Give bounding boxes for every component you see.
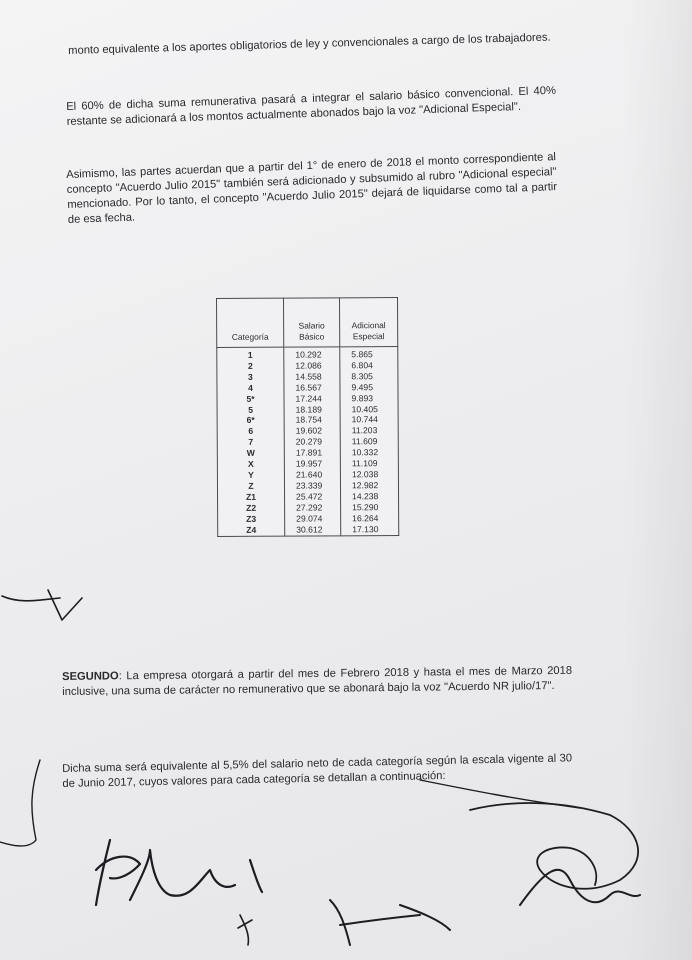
signature-three bbox=[330, 900, 450, 945]
cell-salario: 10.292 bbox=[284, 347, 340, 361]
cell-adicional: 16.264 bbox=[341, 513, 399, 524]
signature-one bbox=[96, 840, 262, 905]
cell-adicional: 11.203 bbox=[340, 425, 398, 436]
header-salario-basico: Salario Básico bbox=[284, 298, 340, 347]
segundo-label: SEGUNDO bbox=[62, 670, 119, 683]
cell-salario: 17.891 bbox=[284, 448, 340, 459]
paragraph-segundo bbox=[62, 664, 572, 700]
cell-categoria: Z4 bbox=[218, 524, 285, 537]
cell-salario: 17.244 bbox=[284, 393, 340, 404]
cell-adicional: 15.290 bbox=[341, 502, 399, 513]
cell-categoria: Z3 bbox=[218, 513, 285, 524]
cell-categoria: 2 bbox=[217, 361, 284, 372]
paragraph-aportes: monto equivalente a los aportes obligatorios de ley y convencionales a cargo de los trabajadores. bbox=[68, 31, 551, 57]
cell-salario: 12.086 bbox=[284, 360, 340, 371]
cell-adicional: 11.109 bbox=[340, 458, 398, 469]
cell-categoria: Z2 bbox=[218, 502, 285, 513]
cell-categoria: 6* bbox=[217, 415, 284, 426]
table-row bbox=[217, 469, 398, 481]
table-row bbox=[218, 491, 399, 503]
cell-categoria: 5 bbox=[217, 404, 284, 415]
table-row bbox=[217, 480, 398, 492]
table-row bbox=[217, 382, 398, 394]
signature-two bbox=[238, 915, 252, 945]
salary-table-wrapper bbox=[216, 297, 399, 537]
cell-categoria: 6 bbox=[217, 426, 284, 437]
cell-categoria: 4 bbox=[217, 382, 284, 393]
cell-adicional: 17.130 bbox=[341, 524, 399, 537]
cell-adicional: 9.893 bbox=[340, 393, 398, 404]
paragraph-sixty-percent: El 60% de dicha suma remunerativa pasará a integrar el salario básico convencional. El 40% restante se adicionará a los montos actualmente abonados bajo la voz "Adicional Especial". bbox=[66, 84, 557, 128]
cell-categoria: Y bbox=[217, 470, 284, 481]
cell-adicional: 11.609 bbox=[340, 436, 398, 447]
cell-salario: 27.292 bbox=[285, 502, 341, 513]
cell-salario: 30.612 bbox=[285, 524, 341, 537]
cell-salario: 19.957 bbox=[284, 458, 340, 469]
cell-categoria: X bbox=[217, 459, 284, 470]
segundo-text: : La empresa otorgará a partir del mes de Febrero 2018 y hasta el mes de Marzo 2018 inclusive, una suma de carácter no remunerativo que se abonará bajo la voz "Acuerdo NR julio/17". bbox=[62, 664, 573, 698]
cell-adicional: 12.038 bbox=[340, 469, 398, 480]
cell-categoria: 5* bbox=[217, 393, 284, 404]
cell-salario: 14.558 bbox=[284, 371, 340, 382]
signature-four bbox=[470, 803, 638, 889]
table-row bbox=[218, 524, 399, 537]
cell-salario: 25.472 bbox=[285, 491, 341, 502]
cell-categoria: 3 bbox=[217, 371, 284, 382]
table-header-row bbox=[217, 298, 398, 348]
left-margin-mark bbox=[2, 590, 82, 620]
cell-salario: 21.640 bbox=[284, 469, 340, 480]
cell-categoria: 1 bbox=[217, 347, 284, 361]
header-categoria: Categoría bbox=[217, 298, 284, 347]
salary-table bbox=[216, 297, 399, 537]
cell-salario: 19.602 bbox=[284, 426, 340, 437]
cell-salario: 18.754 bbox=[284, 415, 340, 426]
table-row bbox=[218, 513, 399, 525]
table-row bbox=[218, 502, 399, 514]
cell-salario: 23.339 bbox=[284, 480, 340, 491]
cell-categoria: W bbox=[217, 448, 284, 459]
cell-adicional: 10.405 bbox=[340, 404, 398, 415]
signature-long-stroke bbox=[420, 780, 580, 808]
paragraph-asimismo: Asimismo, las partes acuerdan que a partir del 1° de enero de 2018 el monto correspondiente al concepto "Acuerdo Julio 2015" también será adicionado y subsumido al rubro "Adicional especial" mencionado. Por lo tanto, el concepto "Acuerdo Julio 2015" dejará de liquidarse como tal a partir de esa fecha. bbox=[66, 151, 558, 226]
cell-categoria: Z1 bbox=[218, 491, 285, 502]
table-row bbox=[217, 360, 398, 372]
cell-salario: 29.074 bbox=[285, 513, 341, 524]
cell-adicional: 5.865 bbox=[340, 347, 398, 361]
cell-adicional: 8.305 bbox=[340, 371, 398, 382]
table-row bbox=[217, 393, 398, 405]
table-row bbox=[217, 347, 398, 361]
cell-adicional: 10.332 bbox=[340, 447, 398, 458]
cell-adicional: 9.495 bbox=[340, 382, 398, 393]
cell-categoria: 7 bbox=[217, 437, 284, 448]
page-fold-shadow bbox=[622, 0, 692, 960]
table-row bbox=[217, 371, 398, 383]
header-adicional-especial: Adicional Especial bbox=[340, 298, 398, 347]
cell-adicional: 14.238 bbox=[341, 491, 399, 502]
cell-adicional: 6.804 bbox=[340, 360, 398, 371]
paragraph-dicha-suma: Dicha suma será equivalente al 5,5% del salario neto de cada categoría según la escala vigente al 30 de Junio 2017, cuyos valores para cada categoría se detallan a continuación: bbox=[62, 752, 573, 790]
cell-adicional: 10.744 bbox=[340, 414, 398, 425]
margin-stroke-lower bbox=[0, 760, 40, 846]
cell-adicional: 12.982 bbox=[340, 480, 398, 491]
cell-salario: 20.279 bbox=[284, 437, 340, 448]
cell-salario: 16.567 bbox=[284, 382, 340, 393]
cell-salario: 18.189 bbox=[284, 404, 340, 415]
cell-categoria: Z bbox=[217, 481, 284, 492]
